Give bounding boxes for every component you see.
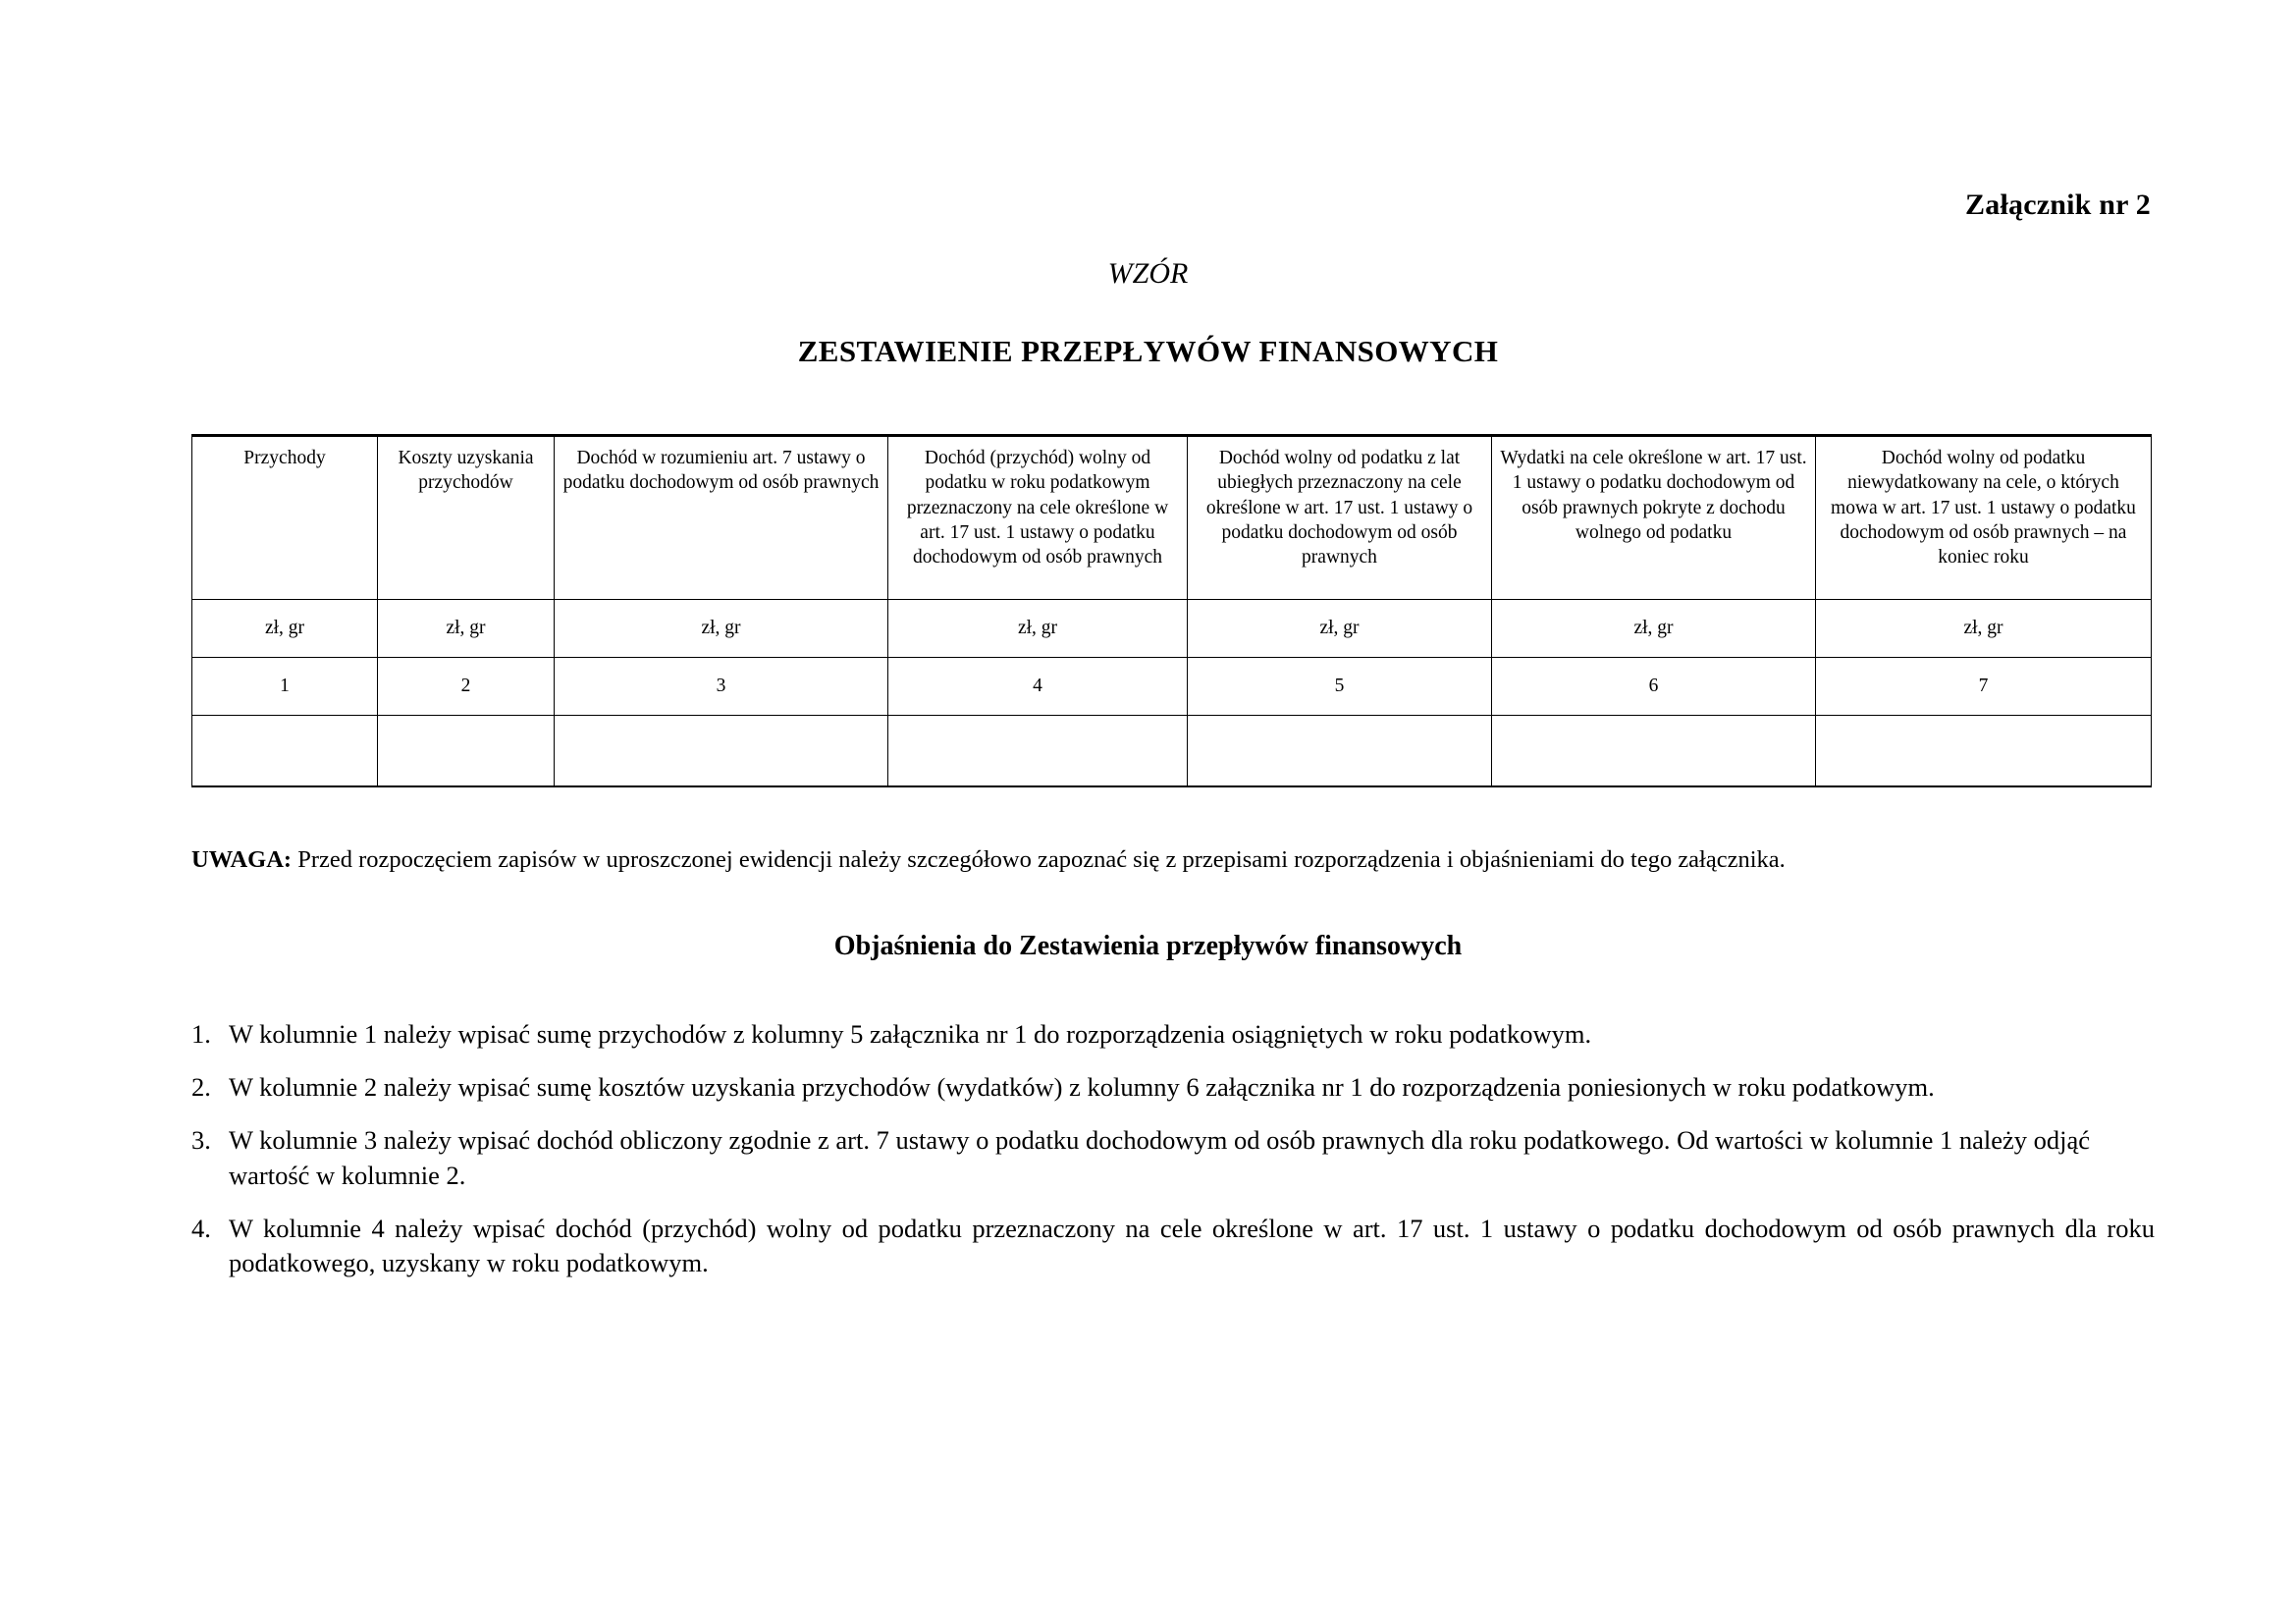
table-column-number-6: 6 xyxy=(1492,658,1816,716)
table-header-cell-6: Wydatki na cele określone w art. 17 ust. 1 ustawy o podatku dochodowym od osób prawnych pokryte z dochodu wolnego od podatku xyxy=(1492,436,1816,600)
table-column-number-2: 2 xyxy=(378,658,555,716)
table-header-cell-2: Koszty uzyskania przychodów xyxy=(378,436,555,600)
table-column-number-7: 7 xyxy=(1816,658,2152,716)
list-item xyxy=(191,1212,2155,1280)
table-data-cell-7[interactable] xyxy=(1816,716,2152,787)
table-column-number-1: 1 xyxy=(192,658,378,716)
table-data-cell-1[interactable] xyxy=(192,716,378,787)
table-data-cell-6[interactable] xyxy=(1492,716,1816,787)
list-item-text: W kolumnie 3 należy wpisać dochód obliczony zgodnie z art. 7 ustawy o podatku dochodowym od osób prawnych dla roku podatkowego. Od wartości w kolumnie 1 należy odjąć wartość w kolumnie 2. xyxy=(229,1125,2091,1190)
table-unit-cell-6: zł, gr xyxy=(1492,600,1816,658)
table-column-number-row xyxy=(192,658,2152,716)
list-item xyxy=(191,1017,2155,1052)
table-column-number-5: 5 xyxy=(1188,658,1492,716)
page-title: ZESTAWIENIE PRZEPŁYWÓW FINANSOWYCH xyxy=(797,334,1499,368)
table-unit-cell-2: zł, gr xyxy=(378,600,555,658)
list-item-marker: 4. xyxy=(191,1213,211,1243)
wzor-label: WZÓR xyxy=(1107,257,1189,290)
list-item-marker: 2. xyxy=(191,1072,211,1103)
table-header-cell-1: Przychody xyxy=(192,436,378,600)
list-item-marker: 1. xyxy=(191,1019,211,1049)
list-item xyxy=(191,1123,2155,1192)
table-header-cell-3: Dochód w rozumieniu art. 7 ustawy o podatku dochodowym od osób prawnych xyxy=(555,436,888,600)
table-header-cell-5: Dochód wolny od podatku z lat ubiegłych przeznaczony na cele określone w art. 17 ust. 1 ustawy o podatku dochodowym od osób prawnych xyxy=(1188,436,1492,600)
table-header-row xyxy=(192,436,2152,600)
explanations-title: Objaśnienia do Zestawienia przepływów finansowych xyxy=(833,931,1463,961)
financial-flows-table xyxy=(191,434,2152,787)
list-item-marker: 3. xyxy=(191,1125,211,1156)
uwaga-note xyxy=(191,844,2155,876)
table-unit-cell-1: zł, gr xyxy=(192,600,378,658)
explanations-list xyxy=(191,1017,2155,1299)
table-data-cell-5[interactable] xyxy=(1188,716,1492,787)
list-item-text: W kolumnie 1 należy wpisać sumę przychodów z kolumny 5 załącznika nr 1 do rozporządzenia osiągniętych w roku podatkowym. xyxy=(229,1019,1592,1049)
table-column-number-4: 4 xyxy=(888,658,1188,716)
table-data-cell-2[interactable] xyxy=(378,716,555,787)
list-item xyxy=(191,1070,2155,1105)
uwaga-label: UWAGA: xyxy=(191,846,293,873)
uwaga-text: Przed rozpoczęciem zapisów w uproszczonej ewidencji należy szczegółowo zapoznać się z przepisami rozporządzenia i objaśnieniami do tego załącznika. xyxy=(292,846,1786,873)
table-header-cell-7: Dochód wolny od podatku niewydatkowany na cele, o których mowa w art. 17 ust. 1 ustawy o podatku dochodowym od osób prawnych – na koniec roku xyxy=(1816,436,2152,600)
table-column-number-3: 3 xyxy=(555,658,888,716)
table-data-cell-3[interactable] xyxy=(555,716,888,787)
table-data-row xyxy=(192,716,2152,787)
annex-label: Załącznik nr 2 xyxy=(1965,189,2151,221)
table-unit-row xyxy=(192,600,2152,658)
list-item-text: W kolumnie 4 należy wpisać dochód (przychód) wolny od podatku przeznaczony na cele określone w art. 17 ust. 1 ustawy o podatku dochodowym od osób prawnych dla roku podatkowego, uzyskany w roku podatkowym. xyxy=(229,1213,2155,1278)
table-data-cell-4[interactable] xyxy=(888,716,1188,787)
table-header-cell-4: Dochód (przychód) wolny od podatku w roku podatkowym przeznaczony na cele określone w art. 17 ust. 1 ustawy o podatku dochodowym od osób prawnych xyxy=(888,436,1188,600)
table-unit-cell-5: zł, gr xyxy=(1188,600,1492,658)
table-unit-cell-3: zł, gr xyxy=(555,600,888,658)
list-item-text: W kolumnie 2 należy wpisać sumę kosztów uzyskania przychodów (wydatków) z kolumny 6 załącznika nr 1 do rozporządzenia poniesionych w roku podatkowym. xyxy=(229,1072,1935,1103)
table-unit-cell-4: zł, gr xyxy=(888,600,1188,658)
table-unit-cell-7: zł, gr xyxy=(1816,600,2152,658)
